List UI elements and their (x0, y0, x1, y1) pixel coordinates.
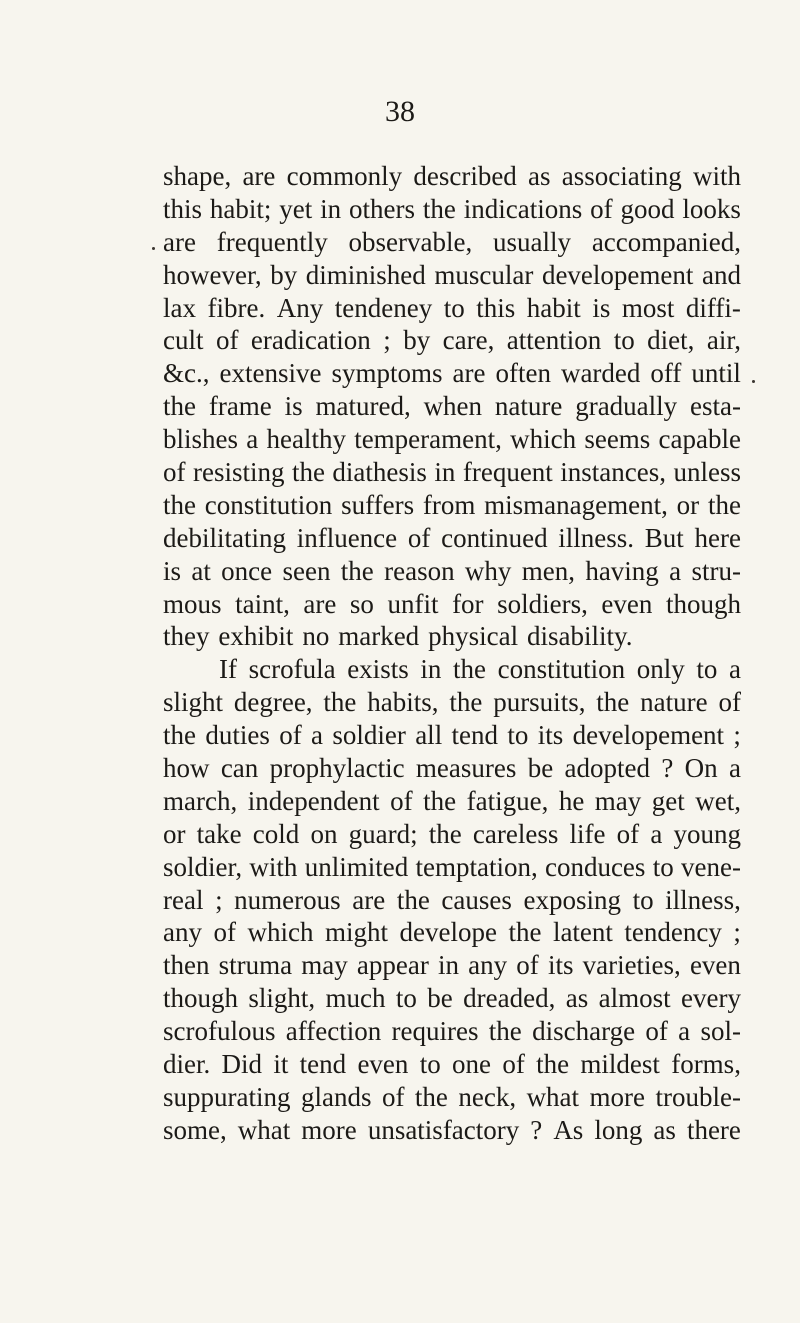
page-number: 38 (385, 95, 415, 128)
word: developement (541, 259, 694, 290)
word: of (590, 193, 613, 224)
word: of (215, 325, 239, 356)
word: or (676, 489, 700, 520)
word: the (423, 785, 457, 816)
word: any (163, 917, 202, 948)
word: most (621, 292, 675, 323)
word: requires (391, 1016, 479, 1047)
word: a (729, 654, 741, 685)
word: developement (572, 720, 725, 751)
word: of (616, 818, 640, 849)
word: of (390, 785, 413, 816)
word: might (324, 917, 388, 948)
word: slight, (248, 983, 316, 1014)
word: of (213, 917, 236, 948)
word: are (352, 884, 386, 915)
word: of (516, 950, 539, 981)
word: having (585, 555, 659, 586)
word: is (163, 555, 182, 586)
word: numerous (234, 884, 341, 915)
word: associating (561, 161, 682, 191)
word: in (438, 950, 460, 981)
word: a (311, 720, 324, 751)
text-line (163, 916, 741, 949)
word: what (526, 1081, 580, 1112)
word: soldier, (163, 851, 243, 882)
word: here (694, 522, 741, 553)
word: scrofulous (163, 1016, 276, 1047)
word: how (163, 753, 210, 784)
word: ? (530, 1114, 543, 1145)
word: diathesis (332, 457, 427, 488)
word: constitution (497, 654, 626, 685)
text-line (163, 818, 741, 851)
word: of (381, 1081, 405, 1112)
word: warded (560, 358, 641, 389)
word: looks (682, 193, 741, 224)
word: instances, (560, 457, 667, 488)
word: ; (733, 917, 741, 948)
word: vene- (680, 851, 741, 882)
word: trouble- (655, 1081, 741, 1112)
text-line (163, 1114, 741, 1147)
word: the (428, 818, 462, 849)
word: men, (521, 555, 575, 586)
word: is (284, 391, 303, 422)
word: glands (300, 1081, 372, 1112)
text-line (163, 851, 741, 884)
word: no (302, 621, 330, 652)
word: &c., (163, 358, 210, 389)
word: continued (441, 522, 548, 553)
word: even (357, 1049, 409, 1080)
text-line (163, 226, 741, 259)
word: of (279, 720, 302, 751)
word: debilitating (163, 522, 286, 553)
word: then (163, 950, 210, 981)
word: mous (163, 588, 222, 619)
word: influence (296, 522, 398, 553)
word: unless (673, 457, 741, 488)
word: life (569, 818, 606, 849)
word: however, (163, 259, 262, 290)
word: what (237, 1114, 291, 1145)
word: soldiers, (497, 588, 588, 619)
word: the (596, 687, 630, 718)
word: once (221, 555, 273, 586)
text-line (163, 259, 741, 292)
word: the (163, 391, 196, 422)
word: to (613, 325, 635, 356)
word: young (673, 818, 741, 849)
word: all (415, 720, 443, 751)
word: diet, (647, 325, 695, 356)
word: the (488, 1016, 522, 1047)
word: temptation, (415, 851, 538, 882)
word: blishes (163, 424, 239, 455)
word: duties (205, 720, 270, 751)
word: temperament, (354, 424, 502, 455)
word: shape, (163, 161, 232, 191)
word: tendeney (334, 292, 433, 323)
word: the (414, 1081, 448, 1112)
word: are (303, 588, 337, 619)
word: are (452, 358, 486, 389)
word: though (665, 588, 741, 619)
word: its (537, 720, 564, 751)
word: exhibit (218, 621, 294, 652)
word: as (653, 1114, 676, 1145)
text-line (163, 653, 741, 686)
word: frequent (462, 457, 553, 488)
word: cult (163, 325, 204, 356)
word: frequently (216, 226, 328, 257)
text-line (163, 884, 741, 917)
word: the (449, 687, 483, 718)
word: neck, (458, 1081, 517, 1112)
word: guard; (348, 818, 418, 849)
word: yet (279, 193, 313, 224)
text-line (163, 1081, 741, 1114)
word: air, (706, 325, 741, 356)
word: with (692, 161, 741, 191)
word: more (589, 1081, 645, 1112)
word: stru- (691, 555, 741, 586)
word: mismanagement, (484, 489, 668, 520)
word: on (310, 818, 338, 849)
word: ? (661, 753, 674, 784)
word: can (220, 753, 259, 784)
word: every (680, 983, 741, 1014)
word: adopted (564, 753, 650, 784)
word: he (558, 785, 585, 816)
word: get (651, 785, 685, 816)
word: though (163, 983, 239, 1014)
word: with (249, 851, 298, 882)
word: causes (441, 884, 512, 915)
word: capable (658, 424, 741, 455)
word: accompanied, (591, 226, 741, 257)
word: be (427, 983, 453, 1014)
text-line (163, 785, 741, 818)
word: the (340, 555, 374, 586)
word: Did (221, 1049, 263, 1080)
word: tend (451, 720, 499, 751)
word: appear (356, 950, 429, 981)
word: is (592, 292, 611, 323)
word: by (403, 325, 431, 356)
word: the (291, 457, 325, 488)
word: in (320, 193, 342, 224)
word: to (395, 983, 417, 1014)
word: As (553, 1114, 584, 1145)
text-line (163, 1048, 741, 1081)
word: take (196, 818, 242, 849)
word: the (163, 720, 196, 751)
word: to (419, 1049, 441, 1080)
word: of (645, 1016, 668, 1047)
word: matured, (315, 391, 411, 422)
word: illness. (558, 522, 635, 553)
word: muscular (434, 259, 534, 290)
word: gradually (575, 391, 678, 422)
word: Any (276, 292, 324, 323)
text-line (163, 620, 741, 653)
word: by (270, 259, 298, 290)
word: lax (163, 292, 196, 323)
word: taint, (235, 588, 290, 619)
text-line (163, 686, 741, 719)
word: the (396, 884, 430, 915)
text-line (163, 949, 741, 982)
text-line (163, 555, 741, 588)
word: develope (399, 917, 497, 948)
word: this (163, 193, 203, 224)
word: others (349, 193, 416, 224)
word: reason (384, 555, 455, 586)
word: the (452, 654, 486, 685)
word: affection (285, 1016, 382, 1047)
word: real (163, 884, 204, 915)
word: of (407, 522, 431, 553)
word: long (594, 1114, 643, 1145)
word: more (301, 1114, 357, 1145)
word: measures (415, 753, 517, 784)
word: independent (247, 785, 380, 816)
word: dreaded, (463, 983, 556, 1014)
word: prophylactic (269, 753, 405, 784)
word: to (696, 654, 718, 685)
word: unsatisfactory (367, 1114, 520, 1145)
word: the (508, 917, 542, 948)
word: If (219, 654, 237, 685)
word: even (689, 950, 741, 981)
text-line (163, 752, 741, 785)
word: seems (584, 424, 651, 455)
word: to (652, 851, 674, 882)
word: ; (215, 884, 223, 915)
word: may (301, 950, 348, 981)
word: tendency (624, 917, 722, 948)
word: so (349, 588, 374, 619)
text-line (163, 423, 741, 456)
word: fibre. (207, 292, 266, 323)
word: a (246, 424, 259, 455)
text-line (163, 160, 741, 193)
word: fatigue, (466, 785, 549, 816)
word: its (547, 950, 574, 981)
word: But (644, 522, 684, 553)
word: indications (463, 193, 583, 224)
word: as (565, 983, 589, 1014)
word: often (495, 358, 551, 389)
word: until (691, 358, 741, 389)
word: marked (338, 621, 420, 652)
word: wet, (695, 785, 741, 816)
word: ; (383, 325, 391, 356)
word: habits, (367, 687, 439, 718)
word: dier. (163, 1049, 211, 1080)
word: attention (506, 325, 602, 356)
text-line (163, 1015, 741, 1048)
word: varieties, (582, 950, 681, 981)
word: one (452, 1049, 492, 1080)
text-line (163, 324, 741, 357)
word: unfit (387, 588, 439, 619)
word: only (636, 654, 685, 685)
word: careless (472, 818, 559, 849)
word: the (163, 489, 196, 520)
text-line (163, 357, 741, 390)
word: constitution (204, 489, 333, 520)
word: ; (733, 720, 741, 751)
word: pursuits, (493, 687, 586, 718)
word: off (650, 358, 682, 389)
word: mildest (580, 1049, 660, 1080)
word: habit; (209, 193, 272, 224)
word: nature (640, 687, 708, 718)
margin-mark (152, 247, 155, 250)
word: observable, (348, 226, 473, 257)
word: eradication (250, 325, 371, 356)
word: this (476, 292, 516, 323)
word: soldier (332, 720, 406, 751)
word: or (163, 818, 186, 849)
word: a (678, 1016, 691, 1047)
word: almost (598, 983, 671, 1014)
word: tend (299, 1049, 347, 1080)
word: habit (526, 292, 581, 323)
word: healthy (266, 424, 346, 455)
word: symptoms (331, 358, 443, 389)
word: be (527, 753, 554, 784)
word: as (528, 161, 551, 191)
word: frame (208, 391, 272, 422)
text-line (163, 522, 741, 555)
word: unlimited (304, 851, 409, 882)
text-line (163, 456, 741, 489)
word: conduces (544, 851, 646, 882)
word: latent (552, 917, 613, 948)
word: a (728, 753, 741, 784)
word: suppurating (163, 1081, 291, 1112)
word: the (707, 489, 741, 520)
word: cold (252, 818, 300, 849)
word: slight (163, 687, 224, 718)
word: degree, (233, 687, 313, 718)
word: for (452, 588, 484, 619)
word: of (163, 457, 186, 488)
word: in (434, 457, 456, 488)
word: are (242, 161, 276, 191)
word: diminished (305, 259, 426, 290)
word: at (191, 555, 211, 586)
word: extensive (219, 358, 322, 389)
word: may (594, 785, 642, 816)
word: described (413, 161, 517, 191)
word: scrofula (248, 654, 336, 685)
word: a (669, 555, 682, 586)
word: of (718, 687, 741, 718)
word: are (163, 226, 196, 257)
word: the (536, 1049, 570, 1080)
margin-mark (752, 380, 755, 383)
word: of (502, 1049, 525, 1080)
word: march, (163, 785, 238, 816)
word: from (422, 489, 476, 520)
text-line (163, 390, 741, 423)
word: it (273, 1049, 289, 1080)
word: any (468, 950, 508, 981)
word: a (650, 818, 663, 849)
word: even (601, 588, 653, 619)
word: exists (347, 654, 409, 685)
body-text (163, 160, 741, 1147)
word: care, (442, 325, 495, 356)
word: commonly (286, 161, 403, 191)
word: to (632, 884, 654, 915)
word: diffi- (685, 292, 741, 323)
word: there (686, 1114, 741, 1145)
word: and (701, 259, 741, 290)
word: On (684, 753, 718, 784)
text-line (163, 719, 741, 752)
word: nature (494, 391, 563, 422)
word: good (620, 193, 675, 224)
word: seen (282, 555, 331, 586)
word: suffers (341, 489, 415, 520)
word: which (510, 424, 577, 455)
word: physical (428, 621, 519, 652)
text-line (163, 489, 741, 522)
word: in (420, 654, 442, 685)
word: illness, (665, 884, 741, 915)
text-line (163, 982, 741, 1015)
word: much (325, 983, 386, 1014)
word: sol- (700, 1016, 741, 1047)
text-line (163, 588, 741, 621)
word: they (163, 621, 210, 652)
word: the (422, 193, 456, 224)
word: resisting (192, 457, 285, 488)
word: why (464, 555, 512, 586)
word: the (323, 687, 357, 718)
word: when (423, 391, 483, 422)
word: forms, (671, 1049, 741, 1080)
word: to (443, 292, 465, 323)
word: exposing (523, 884, 621, 915)
word: some, (163, 1114, 227, 1145)
word: struma (218, 950, 293, 981)
word: usually (493, 226, 572, 257)
text-line (163, 193, 741, 226)
word: which (247, 917, 314, 948)
word: esta- (690, 391, 741, 422)
word: disability. (526, 621, 633, 652)
word: to (507, 720, 529, 751)
word: discharge (532, 1016, 636, 1047)
text-line (163, 292, 741, 325)
